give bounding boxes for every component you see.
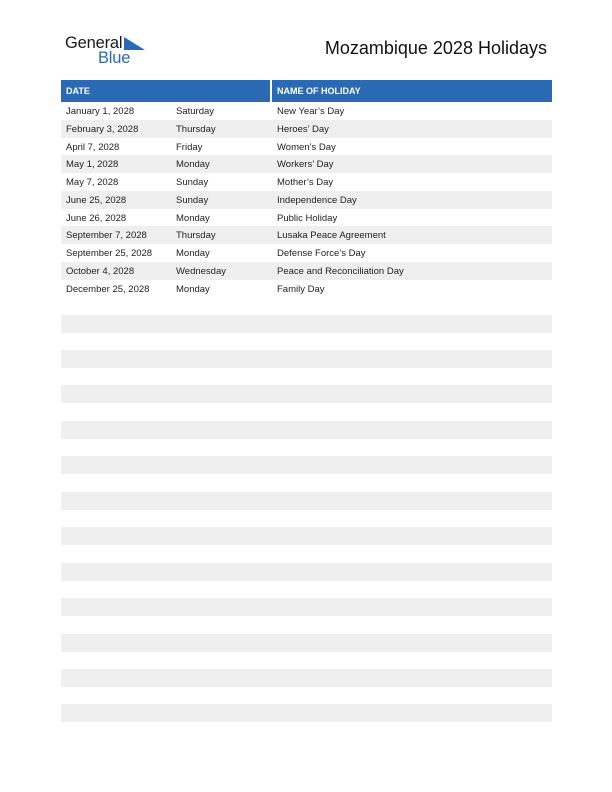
holiday-name: Workers’ Day [277, 159, 334, 171]
holiday-weekday: Monday [176, 248, 210, 259]
page-title: Mozambique 2028 Holidays [324, 38, 547, 58]
holiday-table-body [61, 102, 552, 297]
table-row [61, 262, 552, 280]
empty-row [61, 563, 552, 581]
holiday-weekday: Thursday [176, 123, 216, 135]
holiday-date: May 7, 2028 [66, 177, 119, 188]
empty-row [61, 527, 552, 545]
holiday-date: September 25, 2028 [66, 248, 153, 259]
holiday-weekday: Wednesday [176, 265, 226, 277]
holiday-date: October 4, 2028 [66, 265, 135, 277]
table-header [61, 80, 552, 102]
header-divider [270, 80, 272, 102]
header-holiday-name: NAME OF HOLIDAY [277, 86, 361, 96]
empty-row [61, 598, 552, 616]
holiday-date: June 26, 2028 [66, 212, 127, 224]
holiday-weekday: Thursday [176, 230, 216, 242]
empty-row [61, 385, 552, 403]
holiday-name: New Year’s Day [277, 106, 345, 117]
holiday-date: December 25, 2028 [66, 283, 150, 295]
header-date: DATE [66, 86, 90, 96]
empty-row [61, 669, 552, 687]
holiday-weekday: Monday [176, 283, 210, 295]
holiday-name: Lusaka Peace Agreement [277, 230, 386, 242]
empty-row [61, 704, 552, 722]
table-row [61, 138, 552, 156]
empty-row [61, 350, 552, 368]
table-row [61, 209, 552, 227]
table-row [61, 280, 552, 298]
holiday-name: Public Holiday [277, 212, 338, 224]
holiday-name: Peace and Reconciliation Day [277, 265, 404, 277]
table-row [61, 191, 552, 209]
holiday-weekday: Monday [176, 212, 210, 224]
empty-row [61, 421, 552, 439]
holiday-date: June 25, 2028 [66, 194, 127, 206]
table-row [61, 155, 552, 173]
holiday-name: Family Day [277, 283, 325, 295]
holiday-name: Defense Force’s Day [277, 248, 366, 259]
holiday-weekday: Saturday [176, 106, 215, 117]
empty-row [61, 634, 552, 652]
table-row [61, 173, 552, 191]
empty-row [61, 315, 552, 333]
logo-text-general: General [65, 34, 123, 52]
holiday-weekday: Sunday [176, 177, 209, 188]
holiday-date: April 7, 2028 [66, 141, 120, 153]
logo-text-blue: Blue [98, 49, 131, 67]
table-row [61, 226, 552, 244]
holiday-weekday: Sunday [176, 194, 209, 206]
holiday-weekday: Friday [176, 141, 203, 153]
holiday-name: Heroes’ Day [277, 123, 329, 135]
table-row [61, 102, 552, 120]
empty-row [61, 492, 552, 510]
holiday-date: February 3, 2028 [66, 123, 139, 135]
table-row [61, 120, 552, 138]
empty-row [61, 456, 552, 474]
holiday-date: September 7, 2028 [66, 230, 147, 242]
table-row [61, 244, 552, 262]
holiday-weekday: Monday [176, 159, 210, 171]
generalblue-logo [65, 34, 155, 68]
holiday-name: Women’s Day [277, 141, 336, 153]
holiday-date: January 1, 2028 [66, 106, 135, 117]
holiday-name: Independence Day [277, 194, 357, 206]
holiday-date: May 1, 2028 [66, 159, 119, 171]
holiday-name: Mother’s Day [277, 177, 334, 188]
